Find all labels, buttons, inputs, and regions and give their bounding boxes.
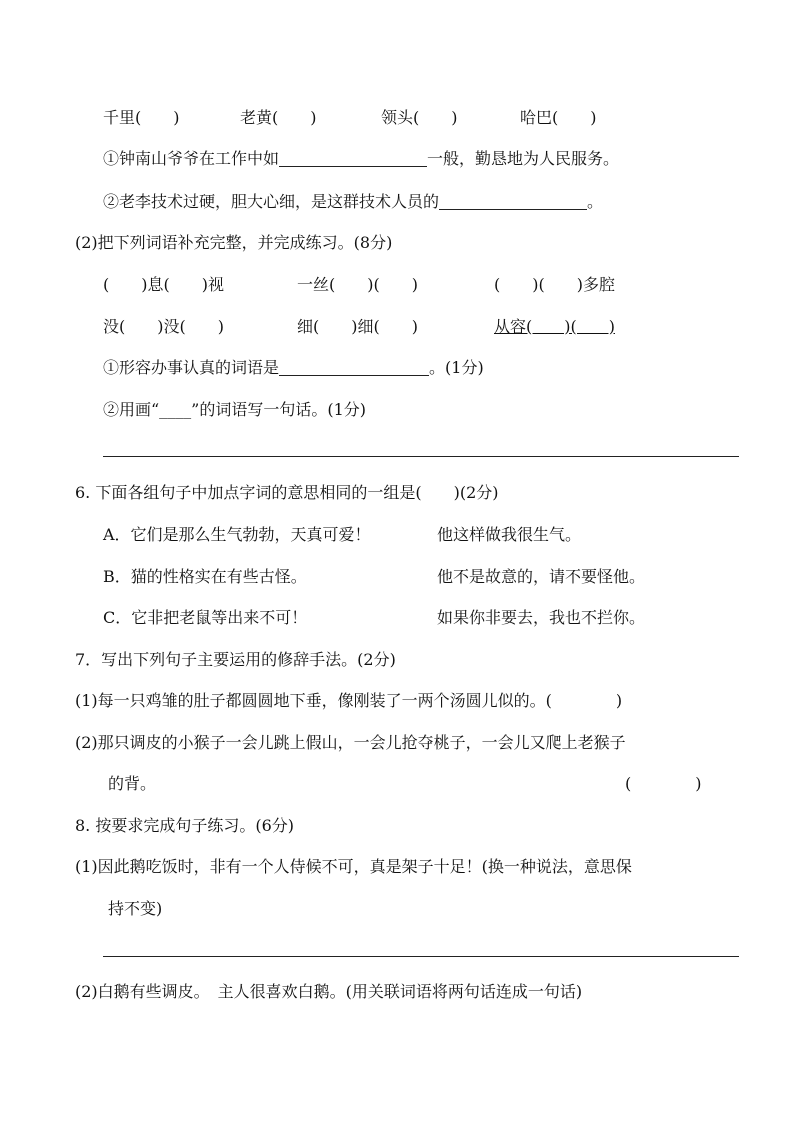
question-7-sentence-1: (1)每一只鸡雏的肚子都圆圆地下垂，像刚装了一两个汤圆儿似的。( ) — [75, 691, 623, 710]
question-7-title: 7．写出下列句子主要运用的修辞手法。(2分) — [75, 650, 396, 669]
idiom-blank-5: 细( )细( ) — [297, 317, 418, 336]
question-8-title: 8. 按要求完成句子练习。(6分) — [75, 816, 295, 835]
option-c-left: C．它非把老鼠等出来不可！ — [103, 608, 308, 627]
question-8-sentence-2: (2)白鹅有些调皮。 主人很喜欢白鹅。(用关联词语将两句话连成一句话) — [75, 982, 583, 1001]
idiom-blank-1: ( )息( )视 — [103, 275, 224, 294]
question-8-sentence-1-line-2: 持不变) — [108, 899, 163, 918]
sub-question-1-before: ①形容办事认真的词语是 — [103, 358, 280, 377]
question-5-2-title: (2)把下列词语补充完整，并完成练习。(8分) — [75, 233, 393, 252]
sentence-fill-1-after: 一般，勤恳地为人民服务。 — [427, 149, 620, 168]
sub-question-2: ②用画“____”的词语写一句话。(1分) — [103, 400, 367, 419]
idiom-blank-6-underlined: 从容( )( ) — [494, 317, 615, 336]
question-7-answer-paren: ( ) — [625, 774, 702, 793]
option-a-right: 他这样做我很生气。 — [437, 525, 582, 544]
answer-blank[interactable] — [279, 150, 427, 167]
idiom-blank-4: 没( )没( ) — [103, 317, 224, 336]
question-6-title: 6. 下面各组句子中加点字词的意思相同的一组是( )(2分) — [75, 483, 499, 502]
answer-line[interactable] — [103, 456, 739, 457]
answer-line[interactable] — [103, 956, 739, 957]
question-7-sentence-2-line-2: 的背。 — [108, 774, 157, 793]
answer-blank[interactable] — [439, 193, 587, 210]
sentence-fill-1-before: ①钟南山爷爷在工作中如 — [103, 149, 280, 168]
sentence-fill-2 — [103, 192, 603, 212]
idiom-blank-3: ( )( )多腔 — [494, 275, 615, 294]
sentence-fill-1 — [103, 149, 619, 169]
option-b-right: 他不是故意的，请不要怪他。 — [437, 567, 646, 586]
question-7-sentence-2-line-1: (2)那只调皮的小猴子一会儿跳上假山，一会儿抢夺桃子，一会儿又爬上老猴子 — [75, 733, 626, 752]
idiom-blank-2: 一丝( )( ) — [297, 275, 418, 294]
option-a-left: A．它们是那么生气勃勃，天真可爱！ — [103, 525, 371, 544]
answer-blank[interactable] — [279, 359, 429, 376]
word-blank-2: 老黄( ) — [240, 108, 317, 127]
option-c-right: 如果你非要去，我也不拦你。 — [437, 608, 646, 627]
word-blank-3: 领头( ) — [381, 108, 458, 127]
sentence-fill-2-before: ②老李技术过硬，胆大心细，是这群技术人员的 — [103, 192, 440, 211]
word-blank-4: 哈巴( ) — [520, 108, 597, 127]
question-8-sentence-1-line-1: (1)因此鹅吃饭时，非有一个人侍候不可，真是架子十足！(换一种说法，意思保 — [75, 857, 632, 876]
sub-question-1 — [103, 358, 484, 378]
word-blank-1: 千里( ) — [103, 108, 180, 127]
option-b-left: B．猫的性格实在有些古怪。 — [103, 567, 307, 586]
sentence-fill-2-after: 。 — [587, 192, 604, 211]
sub-question-1-after: 。(1分) — [429, 358, 484, 377]
